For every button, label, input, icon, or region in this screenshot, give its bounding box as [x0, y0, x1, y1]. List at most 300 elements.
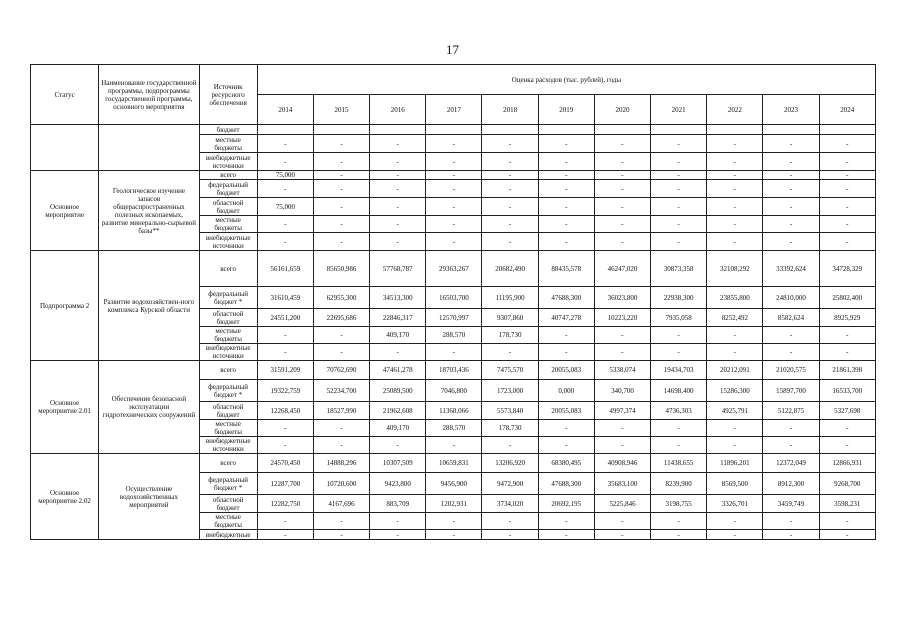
funding-source-cell: бюджет	[199, 125, 257, 135]
value-cell: -	[313, 198, 369, 216]
value-cell: -	[538, 513, 594, 530]
value-cell: 20692,195	[538, 495, 594, 513]
value-cell: -	[538, 437, 594, 454]
value-cell: -	[482, 153, 538, 171]
value-cell: 3598,231	[819, 495, 875, 513]
value-cell: 288,570	[426, 327, 482, 344]
value-cell: 4925,791	[707, 402, 763, 420]
value-cell: 8252,492	[707, 309, 763, 327]
value-cell: 5122,875	[763, 402, 819, 420]
funding-source-cell: местные бюджеты	[199, 135, 257, 153]
value-cell	[763, 125, 819, 135]
value-cell: -	[651, 171, 707, 180]
value-cell: 20055,083	[538, 361, 594, 380]
value-cell: 24570,450	[257, 454, 313, 473]
value-cell: -	[594, 153, 650, 171]
value-cell: -	[651, 513, 707, 530]
value-cell: 22695,686	[313, 309, 369, 327]
value-cell: 340,700	[594, 380, 650, 402]
funding-source-cell: федеральный бюджет *	[199, 473, 257, 495]
value-cell: 36023,800	[594, 287, 650, 309]
value-cell: -	[538, 180, 594, 198]
value-cell: -	[707, 344, 763, 361]
value-cell: -	[651, 233, 707, 251]
value-cell: 56161,659	[257, 251, 313, 287]
value-cell: -	[257, 344, 313, 361]
value-cell: -	[257, 327, 313, 344]
value-cell: 40908,946	[594, 454, 650, 473]
table-row	[31, 454, 876, 473]
year-header: 2021	[651, 95, 707, 125]
value-cell: -	[257, 135, 313, 153]
value-cell: 85650,986	[313, 251, 369, 287]
value-cell: -	[370, 153, 426, 171]
value-cell: -	[651, 530, 707, 540]
value-cell: -	[594, 233, 650, 251]
value-cell: 62955,300	[313, 287, 369, 309]
value-cell: 1723,000	[482, 380, 538, 402]
value-cell: -	[819, 327, 875, 344]
value-cell: 3459,749	[763, 495, 819, 513]
value-cell: -	[819, 180, 875, 198]
value-cell: -	[257, 216, 313, 233]
value-cell: 10720,600	[313, 473, 369, 495]
value-cell: -	[482, 530, 538, 540]
table-row	[31, 171, 876, 180]
value-cell: -	[370, 233, 426, 251]
program-name-cell: Геологическое изучение запасов общераспространенных полезных ископаемых, развитие минерально-сырьевой базы**	[99, 171, 199, 251]
value-cell: 16533,700	[819, 380, 875, 402]
value-cell: -	[257, 530, 313, 540]
value-cell: -	[538, 216, 594, 233]
value-cell	[482, 125, 538, 135]
value-cell: 20212,091	[707, 361, 763, 380]
value-cell: 883,709	[370, 495, 426, 513]
status-cell	[31, 125, 99, 171]
value-cell: 8569,500	[707, 473, 763, 495]
value-cell: 47461,278	[370, 361, 426, 380]
value-cell: -	[370, 437, 426, 454]
value-cell: -	[819, 344, 875, 361]
value-cell: 75,000	[257, 198, 313, 216]
value-cell: -	[819, 513, 875, 530]
value-cell: -	[707, 198, 763, 216]
value-cell: -	[370, 344, 426, 361]
value-cell: 9423,800	[370, 473, 426, 495]
value-cell: -	[651, 344, 707, 361]
value-cell: -	[538, 327, 594, 344]
year-header: 2024	[819, 95, 875, 125]
value-cell: -	[482, 216, 538, 233]
status-cell: Основное мероприятие 2.02	[31, 454, 99, 540]
value-cell: -	[482, 180, 538, 198]
value-cell: 11896,201	[707, 454, 763, 473]
value-cell: -	[370, 216, 426, 233]
value-cell: -	[257, 153, 313, 171]
value-cell: 12570,997	[426, 309, 482, 327]
value-cell	[426, 125, 482, 135]
value-cell: -	[819, 198, 875, 216]
value-cell: 15286,300	[707, 380, 763, 402]
value-cell: 10307,509	[370, 454, 426, 473]
value-cell: -	[763, 513, 819, 530]
value-cell: -	[482, 171, 538, 180]
value-cell: 5573,840	[482, 402, 538, 420]
table-row	[31, 125, 876, 135]
value-cell: -	[763, 135, 819, 153]
value-cell: 21962,608	[370, 402, 426, 420]
funding-source-cell: местные бюджеты	[199, 216, 257, 233]
value-cell: 23855,800	[707, 287, 763, 309]
value-cell: -	[313, 530, 369, 540]
value-cell: 0,000	[538, 380, 594, 402]
value-cell: -	[594, 437, 650, 454]
value-cell: -	[651, 198, 707, 216]
value-cell: -	[538, 171, 594, 180]
value-cell: 5225,846	[594, 495, 650, 513]
value-cell: 15897,700	[763, 380, 819, 402]
value-cell: 8925,929	[819, 309, 875, 327]
value-cell: 35683,100	[594, 473, 650, 495]
value-cell: 30873,358	[651, 251, 707, 287]
value-cell: 12866,931	[819, 454, 875, 473]
value-cell: 47688,300	[538, 473, 594, 495]
value-cell: -	[313, 327, 369, 344]
value-cell	[819, 125, 875, 135]
value-cell: -	[257, 420, 313, 437]
value-cell: -	[538, 135, 594, 153]
value-cell: -	[257, 437, 313, 454]
table-row	[31, 361, 876, 380]
value-cell: 7475,570	[482, 361, 538, 380]
year-header: 2017	[426, 95, 482, 125]
value-cell: 178,730	[482, 420, 538, 437]
status-cell: Основное мероприятие 2.01	[31, 361, 99, 454]
value-cell: -	[819, 216, 875, 233]
value-cell: 5327,698	[819, 402, 875, 420]
value-cell: -	[426, 198, 482, 216]
value-cell: 8912,300	[763, 473, 819, 495]
funding-source-cell: внебюджетные источники	[199, 344, 257, 361]
funding-source-cell: областной бюджет	[199, 198, 257, 216]
value-cell: -	[313, 233, 369, 251]
year-header: 2014	[257, 95, 313, 125]
budget-body	[31, 125, 876, 540]
value-cell: 13206,920	[482, 454, 538, 473]
value-cell: 409,170	[370, 420, 426, 437]
value-cell	[257, 125, 313, 135]
value-cell: -	[651, 153, 707, 171]
header-source: Источник ресурсного обеспечения	[199, 65, 257, 125]
value-cell: 20055,083	[538, 402, 594, 420]
value-cell: -	[257, 513, 313, 530]
value-cell: -	[651, 216, 707, 233]
header-name: Наименование государственной программы, подпрограммы государственной программы, основного мероприятия	[99, 65, 199, 125]
value-cell: 10659,831	[426, 454, 482, 473]
value-cell: -	[819, 153, 875, 171]
funding-source-cell: областной бюджет	[199, 495, 257, 513]
funding-source-cell: местные бюджеты	[199, 513, 257, 530]
value-cell: -	[763, 344, 819, 361]
value-cell: -	[819, 437, 875, 454]
funding-source-cell: областной бюджет	[199, 402, 257, 420]
year-header: 2015	[313, 95, 369, 125]
value-cell: -	[426, 530, 482, 540]
value-cell: -	[313, 420, 369, 437]
value-cell: -	[482, 437, 538, 454]
value-cell: -	[819, 233, 875, 251]
value-cell: -	[651, 420, 707, 437]
value-cell	[538, 125, 594, 135]
value-cell: 31591,209	[257, 361, 313, 380]
value-cell: -	[707, 327, 763, 344]
value-cell	[651, 125, 707, 135]
value-cell: -	[426, 233, 482, 251]
value-cell: 47688,300	[538, 287, 594, 309]
value-cell: 12268,450	[257, 402, 313, 420]
value-cell: 4167,696	[313, 495, 369, 513]
value-cell: 10223,220	[594, 309, 650, 327]
value-cell: -	[763, 233, 819, 251]
value-cell: -	[426, 513, 482, 530]
value-cell: -	[707, 437, 763, 454]
funding-source-cell: внебюджетные источники	[199, 437, 257, 454]
value-cell: 11438,655	[651, 454, 707, 473]
value-cell: 12372,049	[763, 454, 819, 473]
year-header: 2022	[707, 95, 763, 125]
value-cell: 21861,398	[819, 361, 875, 380]
value-cell: 46247,020	[594, 251, 650, 287]
value-cell: -	[538, 420, 594, 437]
value-cell: -	[257, 180, 313, 198]
value-cell: -	[482, 198, 538, 216]
value-cell: -	[707, 420, 763, 437]
value-cell: 11368,066	[426, 402, 482, 420]
value-cell: 24551,200	[257, 309, 313, 327]
header-estimate: Оценка расходов (тыс. рублей), годы	[257, 65, 875, 95]
value-cell: 32108,292	[707, 251, 763, 287]
value-cell: -	[370, 530, 426, 540]
program-name-cell	[99, 125, 199, 171]
funding-source-cell: областной бюджет	[199, 309, 257, 327]
value-cell: -	[426, 180, 482, 198]
value-cell: -	[313, 513, 369, 530]
value-cell: 9307,860	[482, 309, 538, 327]
value-cell: -	[594, 327, 650, 344]
value-cell: 9268,700	[819, 473, 875, 495]
value-cell: 3198,755	[651, 495, 707, 513]
program-name-cell: Обеспечение безопасной эксплуатации гидротехнических сооружений	[99, 361, 199, 454]
value-cell: -	[819, 420, 875, 437]
value-cell: -	[370, 513, 426, 530]
budget-table	[30, 64, 876, 540]
value-cell: 25802,400	[819, 287, 875, 309]
funding-source-cell: местные бюджеты	[199, 327, 257, 344]
value-cell: 24810,000	[763, 287, 819, 309]
value-cell: 14698,400	[651, 380, 707, 402]
value-cell: 70762,690	[313, 361, 369, 380]
value-cell: -	[313, 135, 369, 153]
value-cell: 18527,990	[313, 402, 369, 420]
value-cell: -	[651, 180, 707, 198]
value-cell: 21020,575	[763, 361, 819, 380]
program-name-cell: Развитие водохозяйствен-ного комплекса Курской области	[99, 251, 199, 361]
value-cell: 57768,787	[370, 251, 426, 287]
value-cell: 12282,750	[257, 495, 313, 513]
funding-source-cell: всего	[199, 361, 257, 380]
funding-source-cell: федеральный бюджет *	[199, 380, 257, 402]
table-row	[31, 251, 876, 287]
page-number: 17	[446, 42, 459, 57]
value-cell: 7046,800	[426, 380, 482, 402]
year-header: 2023	[763, 95, 819, 125]
value-cell: -	[594, 420, 650, 437]
value-cell: -	[707, 180, 763, 198]
value-cell: -	[538, 233, 594, 251]
value-cell: -	[594, 135, 650, 153]
value-cell: 68380,495	[538, 454, 594, 473]
value-cell: -	[370, 180, 426, 198]
value-cell: -	[651, 437, 707, 454]
value-cell: -	[763, 171, 819, 180]
funding-source-cell: внебюджетные	[199, 530, 257, 540]
value-cell: 22938,300	[651, 287, 707, 309]
value-cell	[370, 125, 426, 135]
value-cell: 19322,759	[257, 380, 313, 402]
value-cell: -	[707, 216, 763, 233]
funding-source-cell: федеральный бюджет	[199, 180, 257, 198]
value-cell: -	[763, 153, 819, 171]
value-cell: 19434,703	[651, 361, 707, 380]
value-cell: 20682,490	[482, 251, 538, 287]
funding-source-cell: федеральный бюджет *	[199, 287, 257, 309]
value-cell: -	[707, 530, 763, 540]
value-cell: -	[370, 135, 426, 153]
value-cell: 52234,700	[313, 380, 369, 402]
year-header: 2018	[482, 95, 538, 125]
status-cell: Подпрограмма 2	[31, 251, 99, 361]
value-cell: -	[594, 171, 650, 180]
value-cell: 40747,278	[538, 309, 594, 327]
value-cell: 34513,300	[370, 287, 426, 309]
value-cell: -	[707, 513, 763, 530]
value-cell: 33392,624	[763, 251, 819, 287]
value-cell: -	[594, 344, 650, 361]
value-cell: -	[763, 530, 819, 540]
value-cell: -	[313, 171, 369, 180]
value-cell: -	[482, 135, 538, 153]
value-cell: 4736,303	[651, 402, 707, 420]
value-cell: 3734,020	[482, 495, 538, 513]
value-cell: 18703,436	[426, 361, 482, 380]
value-cell: -	[482, 344, 538, 361]
value-cell: 22846,317	[370, 309, 426, 327]
value-cell: 75,000	[257, 171, 313, 180]
value-cell: 11195,900	[482, 287, 538, 309]
value-cell: 3326,701	[707, 495, 763, 513]
header-status: Статус	[31, 65, 99, 125]
year-header: 2016	[370, 95, 426, 125]
value-cell: -	[426, 216, 482, 233]
program-name-cell: Осуществление водохозяйственных мероприятий	[99, 454, 199, 540]
value-cell: -	[594, 216, 650, 233]
value-cell: -	[819, 171, 875, 180]
value-cell: 88435,578	[538, 251, 594, 287]
value-cell: 409,170	[370, 327, 426, 344]
value-cell: -	[426, 153, 482, 171]
value-cell: -	[594, 513, 650, 530]
value-cell: 9472,900	[482, 473, 538, 495]
value-cell: -	[707, 153, 763, 171]
value-cell: 14888,296	[313, 454, 369, 473]
value-cell: 9456,900	[426, 473, 482, 495]
value-cell: -	[482, 513, 538, 530]
value-cell: 178,730	[482, 327, 538, 344]
value-cell: 1202,931	[426, 495, 482, 513]
value-cell: -	[763, 180, 819, 198]
funding-source-cell: всего	[199, 171, 257, 180]
value-cell: -	[763, 420, 819, 437]
value-cell: -	[651, 135, 707, 153]
funding-source-cell: всего	[199, 454, 257, 473]
value-cell: -	[538, 530, 594, 540]
value-cell: -	[763, 327, 819, 344]
value-cell	[313, 125, 369, 135]
funding-source-cell: всего	[199, 251, 257, 287]
value-cell: -	[819, 135, 875, 153]
value-cell: -	[594, 180, 650, 198]
value-cell: 288,570	[426, 420, 482, 437]
value-cell: 4997,374	[594, 402, 650, 420]
funding-source-cell: местные бюджеты	[199, 420, 257, 437]
value-cell: -	[819, 530, 875, 540]
value-cell: -	[426, 437, 482, 454]
value-cell: 29363,267	[426, 251, 482, 287]
value-cell: -	[313, 437, 369, 454]
value-cell: -	[763, 198, 819, 216]
value-cell: -	[538, 198, 594, 216]
value-cell: -	[651, 327, 707, 344]
value-cell: -	[313, 344, 369, 361]
value-cell: 31610,459	[257, 287, 313, 309]
value-cell: 12287,700	[257, 473, 313, 495]
year-header: 2020	[594, 95, 650, 125]
value-cell	[707, 125, 763, 135]
value-cell: 7935,058	[651, 309, 707, 327]
value-cell: -	[426, 171, 482, 180]
funding-source-cell: внебюджетные источники	[199, 233, 257, 251]
value-cell: -	[313, 180, 369, 198]
value-cell: 16503,700	[426, 287, 482, 309]
value-cell: -	[707, 233, 763, 251]
year-header: 2019	[538, 95, 594, 125]
value-cell: -	[257, 233, 313, 251]
value-cell: -	[538, 153, 594, 171]
value-cell: -	[763, 216, 819, 233]
value-cell: -	[594, 198, 650, 216]
value-cell: 8239,900	[651, 473, 707, 495]
value-cell: -	[707, 135, 763, 153]
value-cell: 34728,329	[819, 251, 875, 287]
value-cell: -	[370, 171, 426, 180]
value-cell: -	[594, 530, 650, 540]
value-cell: 8582,624	[763, 309, 819, 327]
value-cell: -	[313, 153, 369, 171]
value-cell: 25089,500	[370, 380, 426, 402]
value-cell: 5338,074	[594, 361, 650, 380]
funding-source-cell: внебюджетные источники	[199, 153, 257, 171]
value-cell: -	[426, 135, 482, 153]
